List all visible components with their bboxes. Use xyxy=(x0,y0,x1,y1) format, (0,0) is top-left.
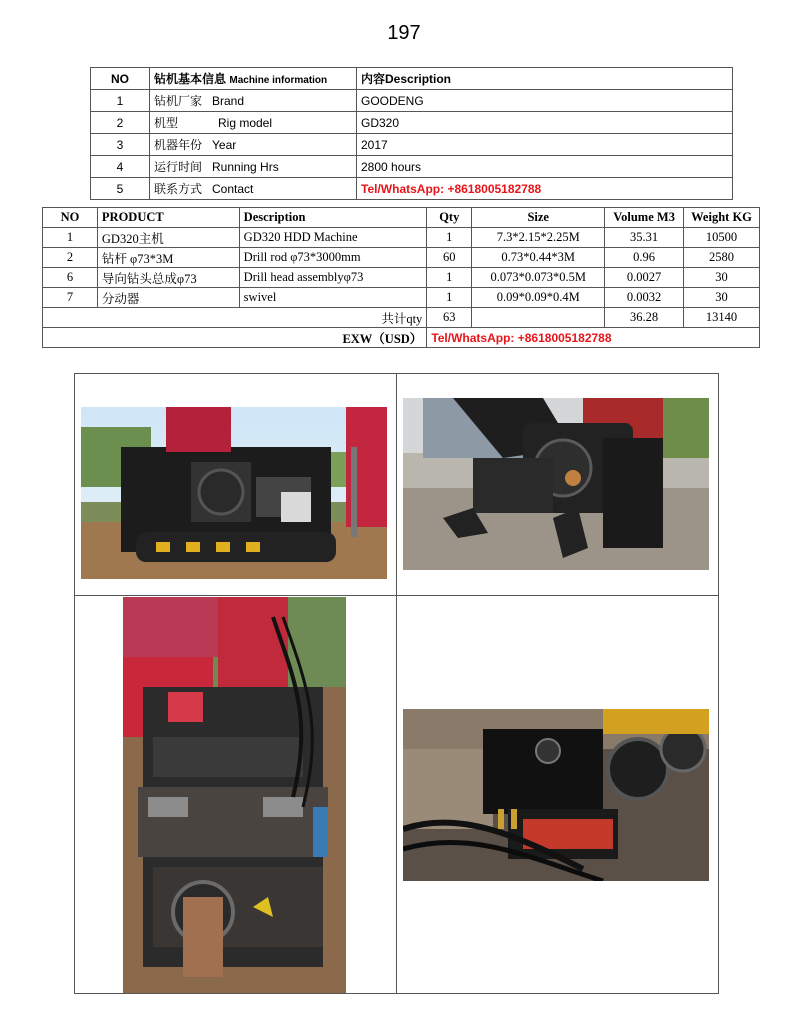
photo-drill-carriage xyxy=(123,597,346,993)
total-volume: 36.28 xyxy=(605,308,684,328)
info-row-label xyxy=(150,112,357,134)
info-row-label xyxy=(150,134,357,156)
page-number: 197 xyxy=(387,22,421,44)
product-no: 7 xyxy=(43,288,98,308)
info-row-label-en: Brand xyxy=(212,94,245,108)
product-description: Drill rod φ73*3000mm xyxy=(239,248,427,268)
product-size: 0.09*0.09*0.4M xyxy=(472,288,605,308)
product-header-no: NO xyxy=(43,208,98,228)
info-row-label-cn: 钻机厂家 xyxy=(154,94,203,108)
info-row-label-cn: 机型 xyxy=(154,116,179,130)
product-volume: 35.31 xyxy=(605,228,684,248)
product-description: Drill head assemblyφ73 xyxy=(239,268,427,288)
info-row-label-cn: 联系方式 xyxy=(154,182,203,196)
info-row-value: 2800 hours xyxy=(357,156,733,178)
product-qty: 1 xyxy=(427,228,472,248)
product-weight: 30 xyxy=(684,268,760,288)
info-row xyxy=(91,156,733,178)
info-row-label xyxy=(150,90,357,112)
machine-info-table xyxy=(90,67,733,200)
info-row-label-en: Running Hrs xyxy=(212,160,279,174)
product-weight: 30 xyxy=(684,288,760,308)
exw-contact: Tel/WhatsApp: +8618005182788 xyxy=(427,328,760,348)
photo-rig-side-view xyxy=(81,407,387,579)
info-row-label-en: Contact xyxy=(212,182,254,196)
product-name: 分动器 xyxy=(97,288,239,308)
total-qty: 63 xyxy=(427,308,472,328)
info-row-no: 1 xyxy=(91,90,150,112)
info-row xyxy=(91,134,733,156)
product-no: 2 xyxy=(43,248,98,268)
product-weight: 2580 xyxy=(684,248,760,268)
info-header-no: NO xyxy=(91,68,150,90)
product-size: 0.073*0.073*0.5M xyxy=(472,268,605,288)
info-row-label xyxy=(150,178,357,200)
product-volume: 0.0032 xyxy=(605,288,684,308)
info-row-value: GOODENG xyxy=(357,90,733,112)
contact-value: Tel/WhatsApp: +8618005182788 xyxy=(357,178,733,200)
total-weight: 13140 xyxy=(684,308,760,328)
info-header-row xyxy=(91,68,733,90)
product-description: GD320 HDD Machine xyxy=(239,228,427,248)
product-name: 导向钻头总成φ73 xyxy=(97,268,239,288)
product-no: 1 xyxy=(43,228,98,248)
photo-rig-front-view xyxy=(403,398,709,570)
product-name: GD320主机 xyxy=(97,228,239,248)
product-header-volume: Volume M3 xyxy=(605,208,684,228)
product-weight: 10500 xyxy=(684,228,760,248)
product-header-row xyxy=(43,208,760,228)
product-qty: 1 xyxy=(427,288,472,308)
product-qty: 1 xyxy=(427,268,472,288)
product-row xyxy=(43,228,760,248)
product-no: 6 xyxy=(43,268,98,288)
info-row xyxy=(91,112,733,134)
info-header-description: 内容Description xyxy=(357,68,733,90)
product-row xyxy=(43,248,760,268)
info-row-no: 3 xyxy=(91,134,150,156)
info-row-no: 4 xyxy=(91,156,150,178)
product-header-product: PRODUCT xyxy=(97,208,239,228)
product-header-size: Size xyxy=(472,208,605,228)
info-row-label-cn: 机器年份 xyxy=(154,138,203,152)
product-row xyxy=(43,268,760,288)
info-row-value: 2017 xyxy=(357,134,733,156)
exw-label: EXW（USD） xyxy=(43,328,427,348)
info-header-info-cn: 钻机基本信息 xyxy=(154,72,227,86)
photo-engine-hydraulics xyxy=(403,709,709,881)
info-row-no: 5 xyxy=(91,178,150,200)
product-header-qty: Qty xyxy=(427,208,472,228)
total-size-empty xyxy=(472,308,605,328)
info-header-info-en: Machine information xyxy=(229,75,328,86)
info-row-no: 2 xyxy=(91,112,150,134)
product-description: swivel xyxy=(239,288,427,308)
info-row-label-cn: 运行时间 xyxy=(154,160,203,174)
product-qty: 60 xyxy=(427,248,472,268)
product-size: 7.3*2.15*2.25M xyxy=(472,228,605,248)
exw-row xyxy=(43,328,760,348)
info-row-label-en: Rig model xyxy=(218,116,273,130)
total-row xyxy=(43,308,760,328)
product-volume: 0.0027 xyxy=(605,268,684,288)
info-row-value: GD320 xyxy=(357,112,733,134)
product-table xyxy=(42,207,760,348)
info-row-label-en: Year xyxy=(212,138,237,152)
product-header-description: Description xyxy=(239,208,427,228)
total-label: 共计qty xyxy=(43,308,427,328)
product-volume: 0.96 xyxy=(605,248,684,268)
product-name: 钻杆 φ73*3M xyxy=(97,248,239,268)
info-row-label xyxy=(150,156,357,178)
product-size: 0.73*0.44*3M xyxy=(472,248,605,268)
info-row xyxy=(91,178,733,200)
info-row xyxy=(91,90,733,112)
product-row xyxy=(43,288,760,308)
product-header-weight: Weight KG xyxy=(684,208,760,228)
info-header-info xyxy=(150,68,357,90)
